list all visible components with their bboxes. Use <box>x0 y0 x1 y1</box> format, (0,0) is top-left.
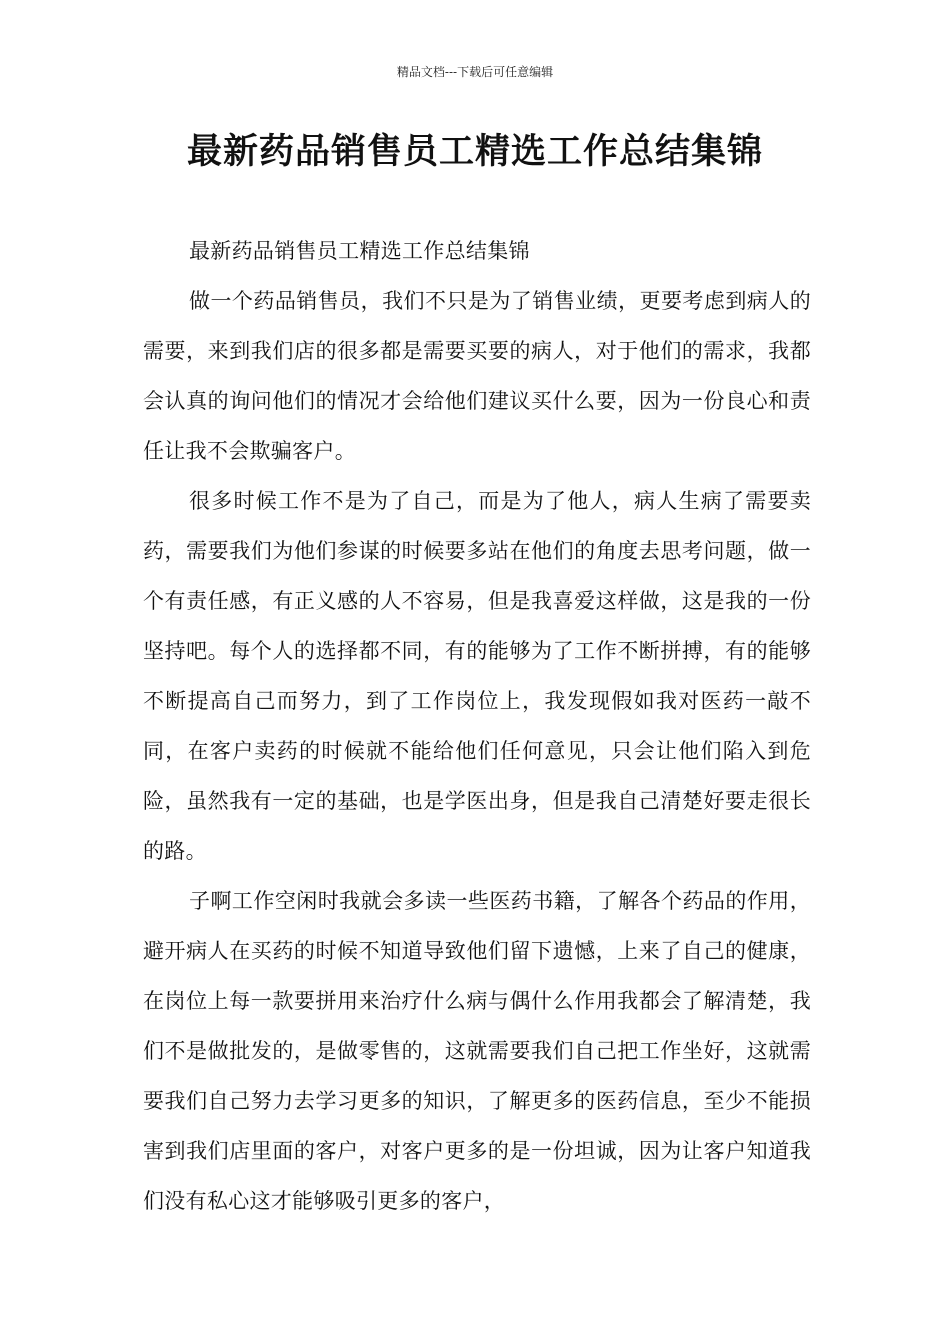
paragraph: 做一个药品销售员，我们不只是为了销售业绩，更要考虑到病人的需要，来到我们店的很多都是需要买要的病人，对于他们的需求，我都会认真的询问他们的情况才会给他们建议买什么要，因为一份良心和责任让我不会欺骗客户。 <box>143 289 811 463</box>
document-title: 最新药品销售员工精选工作总结集锦 <box>186 132 763 172</box>
document-body <box>143 226 811 1226</box>
paragraph: 子啊工作空闲时我就会多读一些医药书籍，了解各个药品的作用，避开病人在买药的时候不知道导致他们留下遗憾，上来了自己的健康，在岗位上每一款要拼用来治疗什么病与偶什么作用我都会了解清楚，我们不是做批发的，是做零售的，这就需要我们自己把工作坐好，这就需要我们自己努力去学习更多的知识，了解更多的医药信息，至少不能损害到我们店里面的客户，对客户更多的是一份坦诚，因为让客户知道我们没有私心这才能够吸引更多的客户， <box>143 889 811 1213</box>
paragraph-subtitle: 最新药品销售员工精选工作总结集锦 <box>189 239 530 263</box>
header-note: 精品文档---下载后可任意编辑 <box>396 65 554 79</box>
paragraph: 很多时候工作不是为了自己，而是为了他人，病人生病了需要卖药，需要我们为他们参谋的时候要多站在他们的角度去思考问题，做一个有责任感，有正义感的人不容易，但是我喜爱这样做，这是我的一份坚持吧。每个人的选择都不同，有的能够为了工作不断拼搏，有的能够不断提高自己而努力，到了工作岗位上，我发现假如我对医药一敲不同，在客户卖药的时候就不能给他们任何意见，只会让他们陷入到危险，虽然我有一定的基础，也是学医出身，但是我自己清楚好要走很长的路。 <box>143 489 811 863</box>
